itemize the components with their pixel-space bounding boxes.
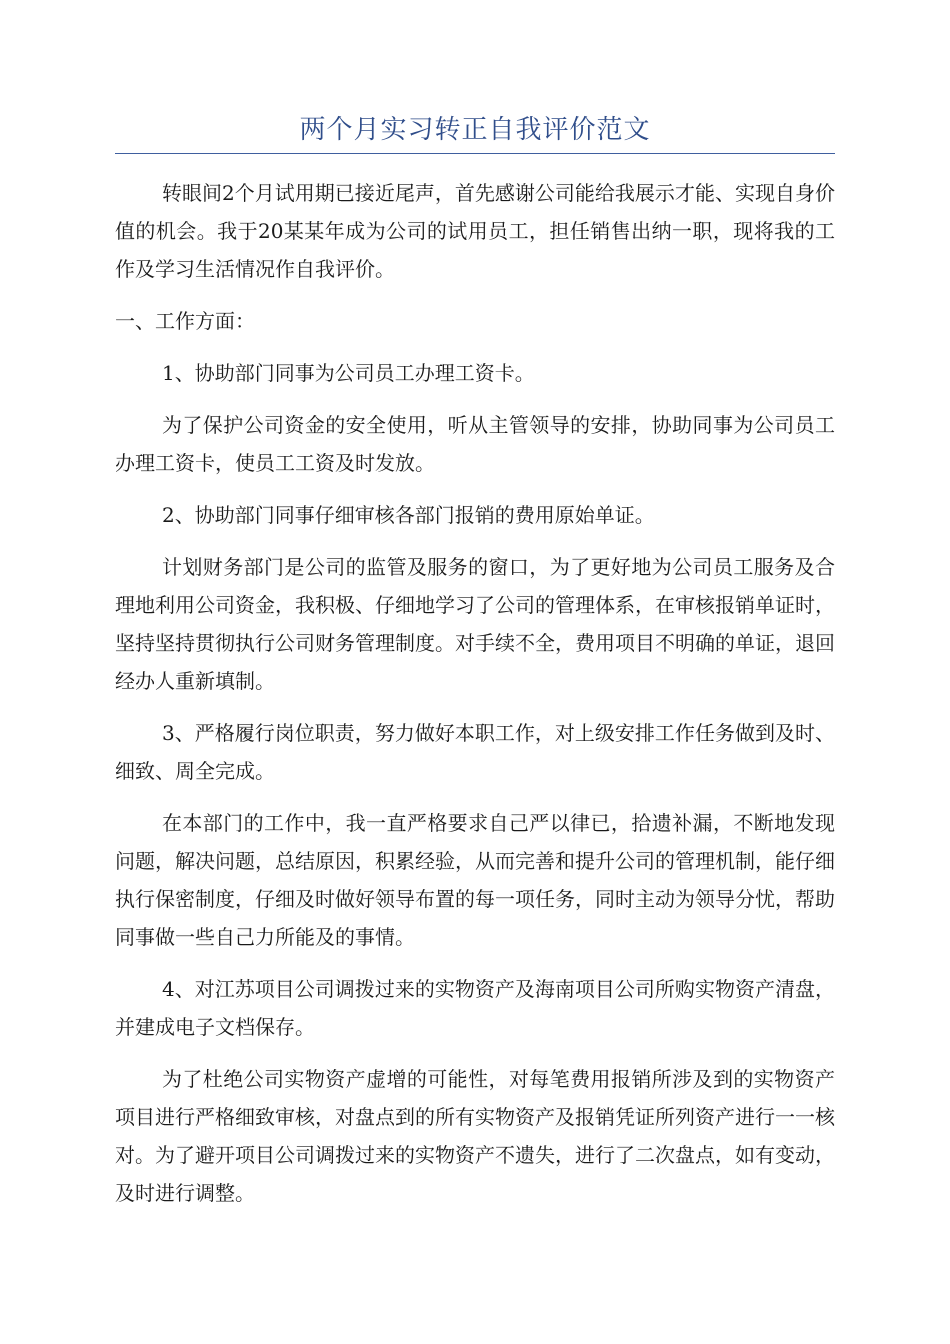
list-item-3-body: 在本部门的工作中，我一直严格要求自己严以律已，拾遗补漏，不断地发现问题，解决问题，总结原因，积累经验，从而完善和提升公司的管理机制，能仔细执行保密制度，仔细及时做好领导布置的每一项任务，同时主动为领导分忧，帮助同事做一些自己力所能及的事情。: [115, 811, 835, 949]
list-item-2-heading: 2、协助部门同事仔细审核各部门报销的费用原始单证。: [162, 503, 655, 527]
list-item-1-heading: 1、协助部门同事为公司员工办理工资卡。: [162, 361, 535, 385]
document-title: 两个月实习转正自我评价范文: [299, 115, 651, 145]
list-item-2-body: 计划财务部门是公司的监管及服务的窗口，为了更好地为公司员工服务及合理地利用公司资金，我积极、仔细地学习了公司的管理体系，在审核报销单证时，坚持坚持贯彻执行公司财务管理制度。对手续不全，费用项目不明确的单证，退回经办人重新填制。: [115, 555, 835, 693]
section-heading-work: 一、工作方面：: [115, 309, 255, 333]
document-body: [115, 174, 835, 1226]
list-item-1-body: 为了保护公司资金的安全使用，听从主管领导的安排，协助同事为公司员工办理工资卡，使员工工资及时发放。: [115, 413, 835, 475]
list-item-4-heading: 4、对江苏项目公司调拨过来的实物资产及海南项目公司所购实物资产清盘，并建成电子文档保存。: [115, 977, 835, 1039]
list-item-4-body: 为了杜绝公司实物资产虚增的可能性，对每笔费用报销所涉及到的实物资产项目进行严格细致审核，对盘点到的所有实物资产及报销凭证所列资产进行一一核对。为了避开项目公司调拨过来的实物资产不遗失，进行了二次盘点，如有变动，及时进行调整。: [115, 1067, 835, 1205]
paragraph-intro: 转眼间2个月试用期已接近尾声，首先感谢公司能给我展示才能、实现自身价值的机会。我于20某某年成为公司的试用员工，担任销售出纳一职，现将我的工作及学习生活情况作自我评价。: [115, 181, 835, 281]
list-item-3-heading: 3、严格履行岗位职责，努力做好本职工作，对上级安排工作任务做到及时、细致、周全完成。: [115, 721, 835, 783]
title-underline: [115, 153, 835, 154]
